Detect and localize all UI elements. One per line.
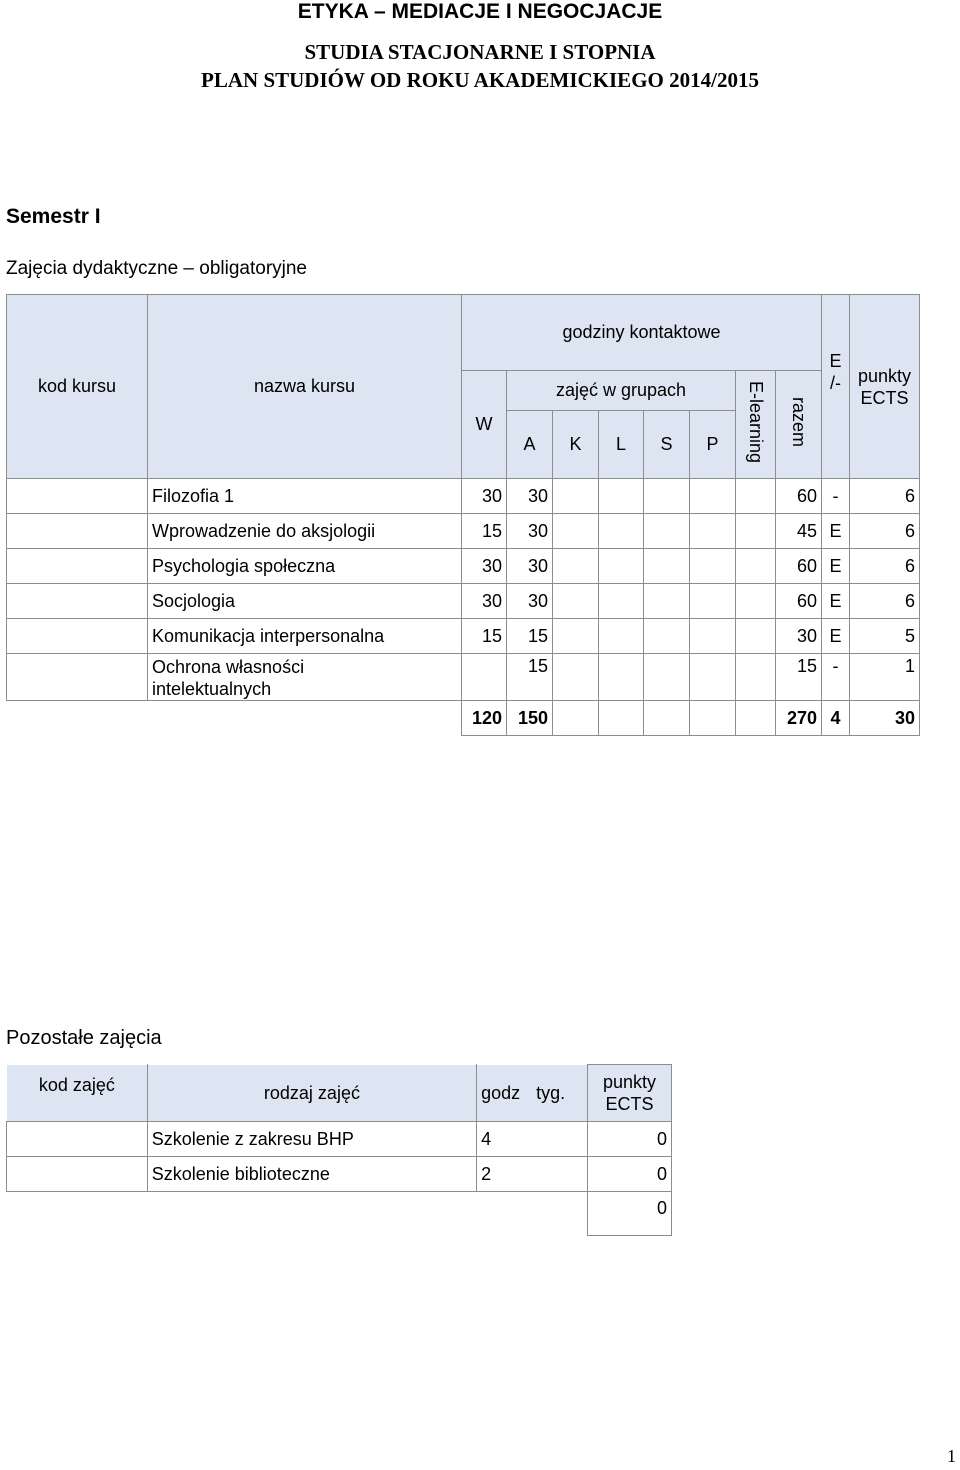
cell-s — [644, 514, 690, 549]
cell-nazwa: Filozofia 1 — [148, 479, 462, 514]
cell-l — [599, 549, 644, 584]
cell-ects: 5 — [850, 619, 920, 654]
cell-l — [599, 514, 644, 549]
totals-blank-tyg — [532, 1192, 588, 1236]
cell-s — [644, 479, 690, 514]
cell-godz: 4 — [477, 1122, 532, 1157]
total-ects2: 0 — [588, 1192, 672, 1236]
cell-el — [736, 619, 776, 654]
header-razem-text: razem — [789, 396, 809, 447]
cell-godz: 2 — [477, 1157, 532, 1192]
cell-a: 30 — [507, 514, 553, 549]
courses-table — [6, 294, 920, 736]
cell-s — [644, 584, 690, 619]
cell-ects: 1 — [850, 654, 920, 701]
cell-a: 15 — [507, 654, 553, 701]
cell-kod — [7, 514, 148, 549]
cell-p — [690, 479, 736, 514]
cell-k — [553, 479, 599, 514]
total-razem: 270 — [776, 701, 822, 736]
table-row — [7, 479, 920, 514]
header-kod-zajec: kod zajęć — [7, 1065, 148, 1122]
document-subtitle — [0, 38, 960, 94]
cell-k — [553, 549, 599, 584]
header-nazwa-kursu: nazwa kursu — [148, 295, 462, 479]
cell-razem: 60 — [776, 549, 822, 584]
cell-nazwa: Wprowadzenie do aksjologii — [148, 514, 462, 549]
cell-el — [736, 654, 776, 701]
cell-nazwa-line1: Ochrona własności — [152, 657, 305, 677]
cell-ects: 6 — [850, 479, 920, 514]
totals-blank-nazwa — [148, 701, 462, 736]
cell-a: 30 — [507, 479, 553, 514]
cell-nazwa — [148, 654, 462, 701]
cell-kod — [7, 479, 148, 514]
totals-row — [7, 701, 920, 736]
study-type: STUDIA STACJONARNE I STOPNIA — [304, 40, 656, 64]
cell-p — [690, 584, 736, 619]
totals-blank-kod — [7, 701, 148, 736]
cell-w — [462, 654, 507, 701]
cell-w: 30 — [462, 584, 507, 619]
cell-nazwa-line2: intelektualnych — [152, 679, 272, 699]
table-row — [7, 584, 920, 619]
cell-nazwa: Komunikacja interpersonalna — [148, 619, 462, 654]
cell-w: 15 — [462, 514, 507, 549]
cell-ects: 6 — [850, 514, 920, 549]
cell-exam: - — [822, 654, 850, 701]
section-heading-obligatory: Zajęcia dydaktyczne – obligatoryjne — [6, 258, 308, 279]
cell-s — [644, 549, 690, 584]
cell-razem: 45 — [776, 514, 822, 549]
cell-exam: - — [822, 479, 850, 514]
cell-p — [690, 619, 736, 654]
total-s — [644, 701, 690, 736]
cell-l — [599, 619, 644, 654]
cell-p — [690, 514, 736, 549]
cell-nazwa: Socjologia — [148, 584, 462, 619]
cell-exam: E — [822, 549, 850, 584]
cell-k — [553, 584, 599, 619]
cell-exam: E — [822, 514, 850, 549]
cell-a: 30 — [507, 549, 553, 584]
header-zajec-w-grupach: zajęć w grupach — [507, 371, 736, 411]
cell-razem: 60 — [776, 479, 822, 514]
section-heading-other: Pozostałe zajęcia — [6, 1027, 162, 1049]
cell-kod — [7, 654, 148, 701]
header-ects2 — [588, 1065, 672, 1122]
cell-l — [599, 584, 644, 619]
header-a: A — [507, 411, 553, 479]
cell-ects: 6 — [850, 549, 920, 584]
cell-el — [736, 549, 776, 584]
cell-w: 30 — [462, 479, 507, 514]
total-l — [599, 701, 644, 736]
cell-a: 30 — [507, 584, 553, 619]
cell-exam: E — [822, 619, 850, 654]
cell-el — [736, 479, 776, 514]
totals-blank-godz — [477, 1192, 532, 1236]
header-rodzaj-zajec: rodzaj zajęć — [147, 1065, 476, 1122]
header-ects-line2: ECTS — [860, 388, 909, 408]
cell-kod — [7, 584, 148, 619]
table-row — [7, 1122, 672, 1157]
total-k — [553, 701, 599, 736]
total-exam: 4 — [822, 701, 850, 736]
cell-exam: E — [822, 584, 850, 619]
plan-year: PLAN STUDIÓW OD ROKU AKADEMICKIEGO 2014/2015 — [201, 68, 759, 92]
cell-rodzaj: Szkolenie z zakresu BHP — [147, 1122, 476, 1157]
total-el — [736, 701, 776, 736]
cell-k — [553, 619, 599, 654]
cell-razem: 15 — [776, 654, 822, 701]
cell-kod — [7, 619, 148, 654]
document-title: ETYKA – MEDIACJE I NEGOCJACJE — [297, 0, 663, 23]
cell-tyg — [532, 1122, 588, 1157]
header-l: L — [599, 411, 644, 479]
cell-k — [553, 514, 599, 549]
header-elearning — [736, 371, 776, 479]
totals-blank-kod — [7, 1192, 148, 1236]
table-row — [7, 1157, 672, 1192]
header-ects-line1: punkty — [857, 366, 912, 386]
cell-nazwa: Psychologia społeczna — [148, 549, 462, 584]
cell-el — [736, 514, 776, 549]
header-k: K — [553, 411, 599, 479]
other-classes-table — [6, 1064, 672, 1236]
header-exam — [822, 295, 850, 479]
header-ects2-line2: ECTS — [605, 1094, 654, 1114]
cell-ects: 6 — [850, 584, 920, 619]
totals-blank-rodzaj — [147, 1192, 476, 1236]
cell-w: 30 — [462, 549, 507, 584]
table-row — [7, 654, 920, 701]
header-godziny-kontaktowe: godziny kontaktowe — [462, 295, 822, 371]
header-elearning-text: E-learning — [746, 380, 766, 464]
header-ects — [850, 295, 920, 479]
cell-w: 15 — [462, 619, 507, 654]
header-s: S — [644, 411, 690, 479]
cell-tyg — [532, 1157, 588, 1192]
totals-row — [7, 1192, 672, 1236]
cell-l — [599, 479, 644, 514]
header-razem — [776, 371, 822, 479]
cell-ects: 0 — [588, 1157, 672, 1192]
table-row — [7, 514, 920, 549]
cell-k — [553, 654, 599, 701]
semester-heading: Semestr I — [6, 205, 101, 228]
cell-kod — [7, 1157, 148, 1192]
header-kod-kursu: kod kursu — [7, 295, 148, 479]
total-p — [690, 701, 736, 736]
cell-razem: 30 — [776, 619, 822, 654]
header-exam-line2: /- — [830, 373, 841, 393]
table-row — [7, 549, 920, 584]
cell-razem: 60 — [776, 584, 822, 619]
page-number: 1 — [947, 1446, 956, 1466]
cell-rodzaj: Szkolenie biblioteczne — [147, 1157, 476, 1192]
header-tyg: tyg. — [532, 1065, 588, 1122]
total-ects: 30 — [850, 701, 920, 736]
header-godz: godz — [477, 1065, 532, 1122]
table-row — [7, 619, 920, 654]
header-w: W — [462, 371, 507, 479]
header-p: P — [690, 411, 736, 479]
cell-p — [690, 549, 736, 584]
cell-l — [599, 654, 644, 701]
cell-s — [644, 654, 690, 701]
cell-kod — [7, 1122, 148, 1157]
cell-kod — [7, 549, 148, 584]
total-a: 150 — [507, 701, 553, 736]
cell-el — [736, 584, 776, 619]
header-exam-line1: E — [829, 351, 842, 371]
cell-s — [644, 619, 690, 654]
cell-p — [690, 654, 736, 701]
cell-a: 15 — [507, 619, 553, 654]
total-w: 120 — [462, 701, 507, 736]
header-ects2-line1: punkty — [603, 1072, 657, 1092]
cell-ects: 0 — [588, 1122, 672, 1157]
